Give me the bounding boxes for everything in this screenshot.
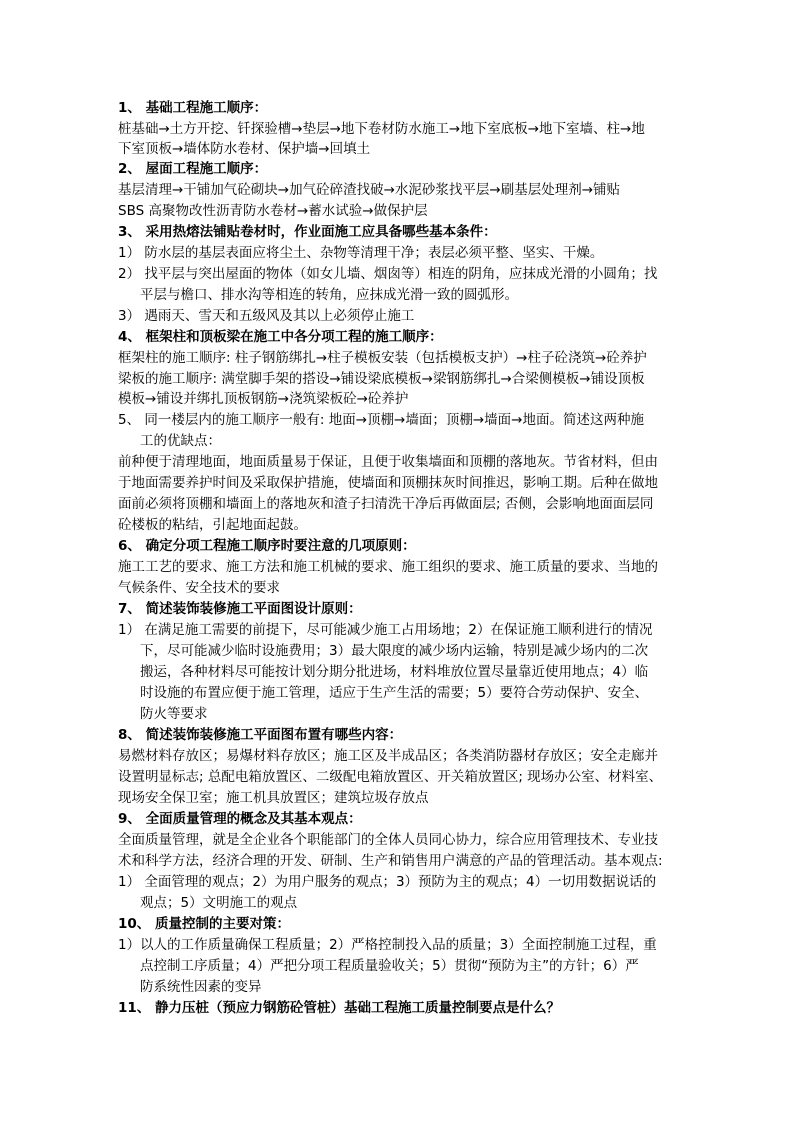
list-item: 1） 全面管理的观点；2）为用户服务的观点；3）预防为主的观点；4）一切用数据说话的 bbox=[118, 874, 657, 890]
text-line: 前种便于清理地面，地面质量易于保证，且便于收集墙面和顶棚的落地灰。节省材料，但由 bbox=[118, 454, 658, 470]
heading-6: 6、 确定分项工程施工顺序时要注意的几项原则： bbox=[118, 538, 416, 554]
heading-1: 1、 基础工程施工顺序： bbox=[118, 100, 268, 116]
list-item-cont: 防系统性因素的变异 bbox=[140, 979, 262, 995]
text-line: 于地面需要养护时间及采取保护措施，使墙面和顶棚抹灰时间推迟，影响工期。后种在做地 bbox=[118, 475, 658, 491]
list-item-cont: 观点；5）文明施工的观点 bbox=[140, 895, 298, 911]
text-line: 易燃材料存放区；易爆材料存放区；施工区及半成品区；各类消防器材存放区；安全走廊并 bbox=[118, 748, 658, 764]
heading-5: 5、 同一楼层内的施工顺序一般有: 地面→顶棚→墙面；顶棚→墙面→地面。简述这两种施 bbox=[118, 412, 644, 428]
text-line: 梁板的施工顺序: 满堂脚手架的搭设→铺设梁底模板→梁钢筋绑扎→合梁侧模板→铺设顶板 bbox=[118, 371, 645, 387]
list-item-cont: 时设施的布置应便于施工管理，适应于生产生活的需要；5）要符合劳动保护、安全、 bbox=[140, 685, 649, 701]
text-line: 砼楼板的粘结，引起地面起鼓。 bbox=[118, 517, 307, 533]
text-line: 设置明显标志; 总配电箱放置区、二级配电箱放置区、开关箱放置区; 现场办公室、材料室、 bbox=[118, 769, 663, 785]
list-item: 1） 在满足施工需要的前提下，尽可能减少施工占用场地；2）在保证施工顺利进行的情况 bbox=[118, 622, 653, 638]
text-line: 下室顶板→墙体防水卷材、保护墙→回填土 bbox=[118, 141, 371, 157]
text-line: 气候条件、安全技术的要求 bbox=[118, 580, 280, 596]
list-item-cont: 下，尽可能减少临时设施费用；3）最大限度的减少场内运输，特别是减少场内的二次 bbox=[140, 643, 649, 659]
text-line: SBS 高聚物改性沥青防水卷材→蓄水试验→做保护层 bbox=[118, 203, 428, 219]
heading-9: 9、 全面质量管理的概念及其基本观点： bbox=[118, 811, 362, 827]
text-line: 模板→铺设并绑扎顶板钢筋→浇筑梁板砼→砼养护 bbox=[118, 391, 409, 407]
text-line: 施工工艺的要求、施工方法和施工机械的要求、施工组织的要求、施工质量的要求、当地的 bbox=[118, 559, 658, 575]
list-item: 1） 防水层的基层表面应将尘土、杂物等清理干净；表层必须平整、坚实、干燥。 bbox=[118, 245, 604, 261]
text-line: 基层清理→干铺加气砼砌块→加气砼碎渣找破→水泥砂浆找平层→刷基层处理剂→铺贴 bbox=[118, 182, 621, 198]
heading-4: 4、 框架柱和顶板梁在施工中各分项工程的施工顺序： bbox=[118, 329, 443, 345]
list-item-cont: 平层与檐口、排水沟等相连的转角，应抹成光滑一致的圆弧形。 bbox=[140, 287, 518, 303]
text-line: 框架柱的施工顺序: 柱子钢筋绑扎→柱子模板安装（包括模板支护）→柱子砼浇筑→砼养护 bbox=[118, 350, 647, 366]
list-item-cont: 搬运，各种材料尽可能按计划分期分批进场，材料堆放位置尽量靠近使用地点；4）临 bbox=[140, 664, 649, 680]
heading-7: 7、 简述装饰装修施工平面图设计原则： bbox=[118, 601, 362, 617]
text-line: 桩基础→土方开挖、钎探验槽→垫层→地下卷材防水施工→地下室底板→地下室墙、柱→地 bbox=[118, 121, 645, 137]
list-item: 1）以人的工作质量确保工程质量；2）严格控制投入品的质量；3）全面控制施工过程，重 bbox=[118, 937, 657, 953]
heading-2: 2、 屋面工程施工顺序： bbox=[118, 161, 268, 177]
list-item-cont: 点控制工序质量；4）严把分项工程质量验收关；5）贯彻“预防为主”的方针；6）严 bbox=[140, 958, 639, 974]
list-item: 2） 找平层与突出屋面的物体（如女儿墙、烟囱等）相连的阴角，应抹成光滑的小圆角；找 bbox=[118, 266, 658, 282]
text-line: 术和科学方法，经济合理的开发、研制、生产和销售用户满意的产品的管理活动。基本观点: bbox=[118, 853, 663, 869]
heading-11: 11、 静力压桩（预应力钢筋砼管桩）基础工程施工质量控制要点是什么？ bbox=[118, 1000, 560, 1016]
text-line: 全面质量管理，就是全企业各个职能部门的全体人员同心协力，综合应用管理技术、专业技 bbox=[118, 832, 658, 848]
heading-3: 3、 采用热熔法铺贴卷材时，作业面施工应具备哪些基本条件： bbox=[118, 224, 497, 240]
text-line: 面前必须将顶棚和墙面上的落地灰和渣子扫清洗干净后再做面层; 否侧，会影响地面面层同 bbox=[118, 496, 654, 512]
text-line-cont: 工的优缺点： bbox=[140, 433, 221, 449]
heading-10: 10、 质量控制的主要对策： bbox=[118, 916, 290, 932]
heading-8: 8、 简述装饰装修施工平面图布置有哪些内容： bbox=[118, 727, 403, 743]
list-item: 3） 遇雨天、雪天和五级风及其以上必须停止施工 bbox=[118, 308, 415, 324]
text-line: 现场安全保卫室；施工机具放置区；建筑垃圾存放点 bbox=[118, 790, 429, 806]
list-item-cont: 防火等要求 bbox=[140, 706, 208, 722]
